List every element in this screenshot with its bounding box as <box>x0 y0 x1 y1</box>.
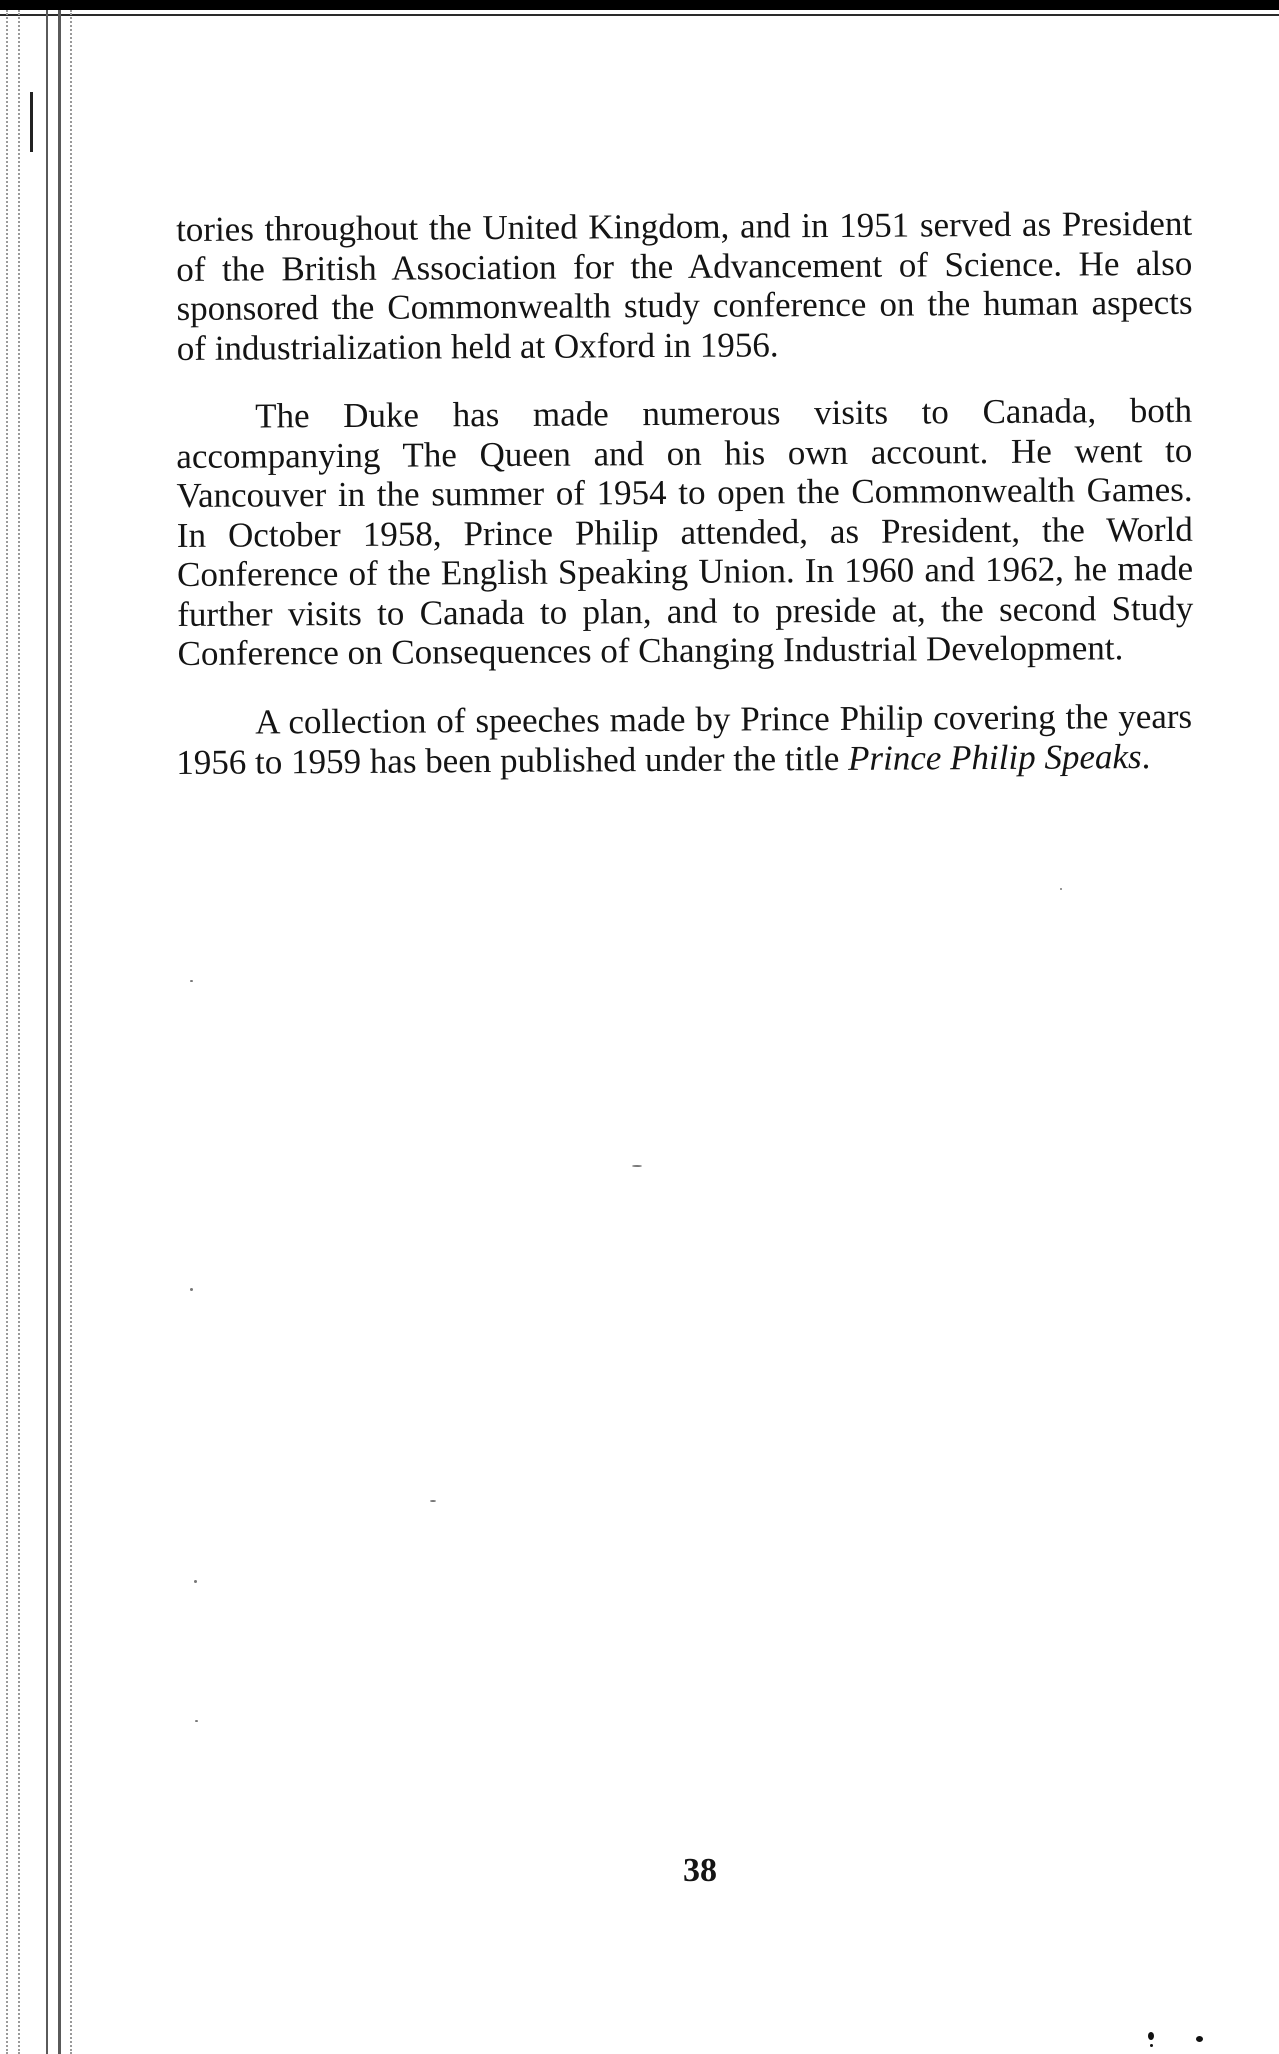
binding-line <box>58 10 61 2054</box>
paragraph-3-end: . <box>1141 736 1151 776</box>
binding-mark <box>30 92 33 152</box>
scan-speck <box>632 1165 642 1167</box>
top-edge-rule <box>0 0 1279 10</box>
scan-speck <box>190 980 193 982</box>
scan-speck <box>195 1720 198 1722</box>
paragraph-1: tories throughout the United Kingdom, and in 1951 served as President of the British Association for the Advancement of Science. He also sponsored the Commonwealth study conference on the human aspects of industrialization held at Oxford in 1956. <box>176 203 1193 368</box>
top-edge-thin-rule <box>0 14 1279 16</box>
scan-speck <box>194 1580 197 1583</box>
paragraph-3-text: A collection of speeches made by Prince Philip covering the years 1956 to 1959 has been published under the title <box>176 696 1193 781</box>
scan-speck <box>430 1500 436 1502</box>
paragraph-2: The Duke has made numerous visits to Canada, both accompanying The Queen and on his own account. He went to Vancouver in the summer of 1954 to open the Commonwealth Games. In October 1958, Prince Philip attended, as President, the World Conference of the English Speaking Union. In 1960 and 1962, he made further visits to Canada to plan, and to preside at, the second Study Conference on Consequences of Changing Industrial Development. <box>176 390 1194 673</box>
paragraph-3 <box>176 696 1192 781</box>
scan-speck <box>1060 888 1062 890</box>
page-number: 38 <box>683 1852 717 1889</box>
binding-edge <box>0 10 80 2054</box>
book-title: Prince Philip Speaks <box>847 736 1142 777</box>
body-text <box>176 203 1194 811</box>
scan-speck <box>190 1288 193 1291</box>
binding-dotted-line <box>70 10 72 2054</box>
corner-mark <box>1196 2036 1203 2042</box>
corner-mark <box>1150 2044 1153 2047</box>
binding-dotted-line <box>6 10 8 2054</box>
binding-dotted-line <box>18 10 20 2054</box>
binding-line <box>46 10 48 2054</box>
corner-mark <box>1148 2032 1154 2040</box>
